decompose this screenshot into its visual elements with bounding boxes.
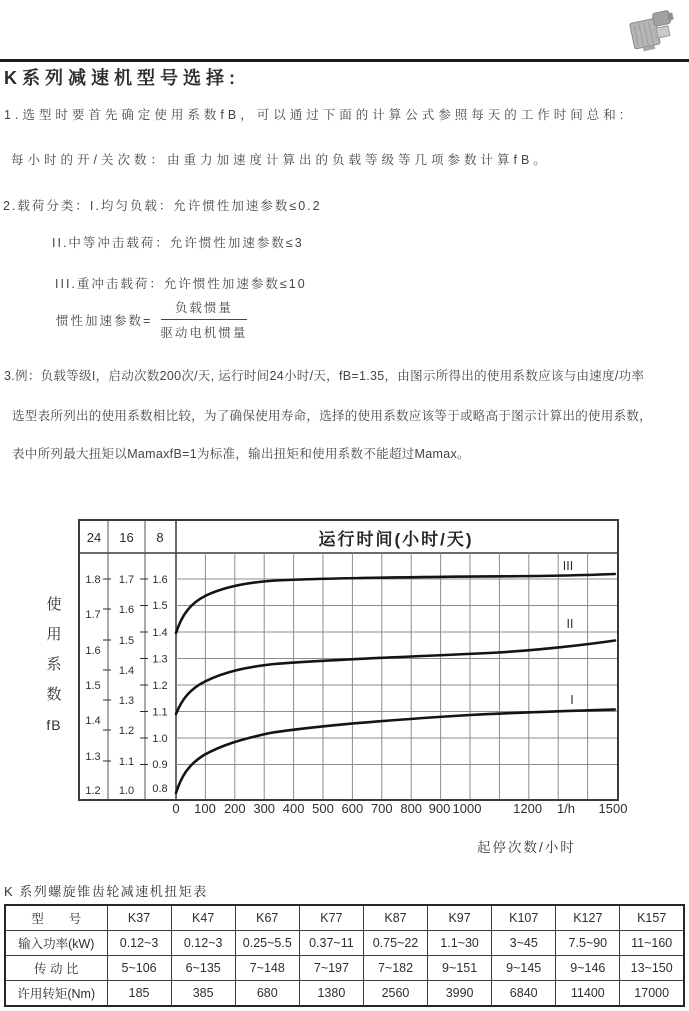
ratio-cell: 9~145 (492, 956, 556, 981)
xtick-200: 200 (223, 801, 246, 816)
chart-svg (78, 519, 619, 801)
torque-cell: 3990 (428, 981, 492, 1007)
ytick: 1.0 (118, 785, 135, 797)
xtick-600: 600 (341, 801, 364, 816)
example-line-2: 选型表所列出的使用系数相比较，为了确保使用寿命，选择的使用系数应该等于或略高于图示计算出的使用系数， (12, 409, 653, 423)
ratio-cell: 9~151 (428, 956, 492, 981)
corner-header: 型 号 (5, 905, 107, 931)
model-cell: K157 (620, 905, 684, 931)
table-row-power (5, 931, 684, 956)
curve-I (176, 710, 615, 794)
xtick-300: 300 (253, 801, 276, 816)
ytick: 1.3 (118, 695, 135, 707)
ytick: 1.2 (118, 725, 135, 737)
power-cell: 0.12~3 (171, 931, 235, 956)
model-cell: K67 (235, 905, 299, 931)
ylabel-char: 数 (46, 686, 62, 703)
curve-label-II: II (566, 617, 574, 631)
load-class-line-3: III.重冲击载荷：允许惯性加速参数≤10 (55, 277, 307, 291)
torque-table (4, 904, 685, 1007)
ytick: 1.4 (85, 715, 101, 727)
ylabel-fb: fB (46, 717, 62, 733)
ytick: 1.3 (85, 751, 101, 763)
hours-col-16: 16 (119, 530, 134, 545)
model-cell: K77 (299, 905, 363, 931)
horizontal-gridlines (176, 579, 617, 765)
ratio-cell: 7~182 (363, 956, 427, 981)
xtick-1000: 1000 (452, 801, 482, 816)
chart-ylabel (41, 590, 67, 740)
power-cell: 7.5~90 (556, 931, 620, 956)
model-cell: K107 (492, 905, 556, 931)
power-cell: 1.1~30 (428, 931, 492, 956)
torque-cell: 1380 (299, 981, 363, 1007)
table-row-torque (5, 981, 684, 1007)
ytick: 1.6 (152, 574, 168, 586)
model-cell: K97 (428, 905, 492, 931)
torque-table-title: K 系列螺旋锥齿轮减速机扭矩表 (4, 884, 208, 899)
example-line-3: 表中所列最大扭矩以MamaxfB=1为标准，输出扭矩和使用系数不能超过Mamax。 (12, 447, 470, 461)
ytick: 1.6 (85, 645, 101, 657)
xtick-1500: 1500 (598, 801, 628, 816)
chart-title: 运行时间(小时/天) (318, 530, 474, 549)
model-cell: K127 (556, 905, 620, 931)
yscale-8h (152, 574, 167, 795)
ytick: 0.8 (152, 783, 168, 795)
hours-col-24: 24 (86, 530, 102, 545)
xtick-0: 0 (172, 801, 180, 816)
formula-numerator: 负载惯量 (161, 298, 247, 320)
torque-cell: 680 (235, 981, 299, 1007)
curve-II (176, 641, 615, 715)
page-title: K系列减速机型号选择: (4, 68, 240, 88)
power-cell: 3~45 (492, 931, 556, 956)
torque-cell: 6840 (492, 981, 556, 1007)
ylabel-char: 系 (46, 656, 62, 673)
power-cell: 0.75~22 (363, 931, 427, 956)
ytick: 0.9 (152, 759, 168, 771)
ytick: 1.7 (118, 574, 135, 586)
xtick-400: 400 (282, 801, 305, 816)
table-row-models (5, 905, 684, 931)
xtick-900: 900 (428, 801, 451, 816)
top-rule (0, 59, 689, 62)
ytick: 1.1 (118, 756, 135, 768)
power-cell: 0.37~11 (299, 931, 363, 956)
hours-col-8: 8 (156, 530, 164, 545)
formula-denominator: 驱动电机惯量 (160, 326, 248, 340)
ratio-cell: 13~150 (620, 956, 684, 981)
intro-line-2: 每小时的开/关次数：由重力加速度计算出的负载等级等几项参数计算fB。 (11, 153, 550, 167)
fb-selection-chart (78, 519, 619, 801)
row-header-ratio: 传 动 比 (5, 956, 107, 981)
ytick: 1.2 (85, 785, 101, 797)
curve-label-III: III (562, 559, 574, 573)
row-header-torque: 许用转矩(Nm) (5, 981, 107, 1007)
ytick: 1.6 (118, 604, 135, 616)
torque-cell: 11400 (556, 981, 620, 1007)
xtick-unit: 1/h (556, 801, 576, 816)
ytick: 1.5 (85, 680, 101, 692)
ratio-cell: 7~197 (299, 956, 363, 981)
load-class-line-1: 2.载荷分类：I.均匀负载：允许惯性加速参数≤0.2 (3, 199, 322, 213)
model-cell: K87 (363, 905, 427, 931)
ytick: 1.2 (152, 680, 168, 692)
yscale-16h (119, 574, 134, 797)
yscale-24h (85, 574, 100, 797)
xtick-500: 500 (312, 801, 334, 816)
formula-lhs: 惯性加速参数= (56, 313, 153, 328)
ytick: 1.0 (152, 733, 168, 745)
example-line-1: 3.例：负载等级I，启动次数200次/天, 运行时间24小时/天，fB=1.35，由图示所得出的使用系数应该与由速度/功率 (4, 369, 645, 383)
curves (176, 574, 615, 793)
formula-fraction (154, 298, 253, 341)
ylabel-char: 使 (46, 596, 62, 613)
ytick: 1.5 (152, 600, 168, 612)
curve-III (176, 574, 615, 633)
torque-cell: 2560 (363, 981, 427, 1007)
intro-line-1: 1.选型时要首先确定使用系数fB，可以通过下面的计算公式参照每天的工作时间总和: (4, 108, 628, 122)
ytick: 1.7 (85, 609, 101, 621)
model-cell: K47 (171, 905, 235, 931)
ytick: 1.4 (118, 665, 135, 677)
xtick-700: 700 (370, 801, 393, 816)
xtick-800: 800 (400, 801, 423, 816)
vertical-gridlines (205, 553, 587, 799)
table-row-ratio (5, 956, 684, 981)
torque-cell: 385 (171, 981, 235, 1007)
curve-label-I: I (570, 693, 574, 707)
ytick: 1.4 (152, 627, 168, 639)
model-cell: K37 (107, 905, 171, 931)
ytick: 1.5 (118, 635, 135, 647)
ratio-cell: 7~148 (235, 956, 299, 981)
xtick-1200: 1200 (513, 801, 543, 816)
ratio-cell: 9~146 (556, 956, 620, 981)
row-header-power: 输入功率(kW) (5, 931, 107, 956)
ratio-cell: 5~106 (107, 956, 171, 981)
torque-cell: 185 (107, 981, 171, 1007)
load-class-line-2: II.中等冲击载荷：允许惯性加速参数≤3 (52, 236, 304, 250)
ratio-cell: 6~135 (171, 956, 235, 981)
ytick: 1.3 (152, 653, 168, 666)
power-cell: 0.25~5.5 (235, 931, 299, 956)
power-cell: 0.12~3 (107, 931, 171, 956)
gearbox-photo (626, 9, 680, 55)
chart-xlabel: 起停次数/小时 (477, 840, 576, 855)
ytick: 1.1 (152, 706, 168, 719)
power-cell: 11~160 (620, 931, 684, 956)
xtick-100: 100 (194, 801, 216, 816)
ylabel-char: 用 (46, 626, 62, 643)
torque-cell: 17000 (620, 981, 684, 1007)
inertia-formula (56, 298, 253, 341)
ytick: 1.8 (85, 574, 101, 586)
